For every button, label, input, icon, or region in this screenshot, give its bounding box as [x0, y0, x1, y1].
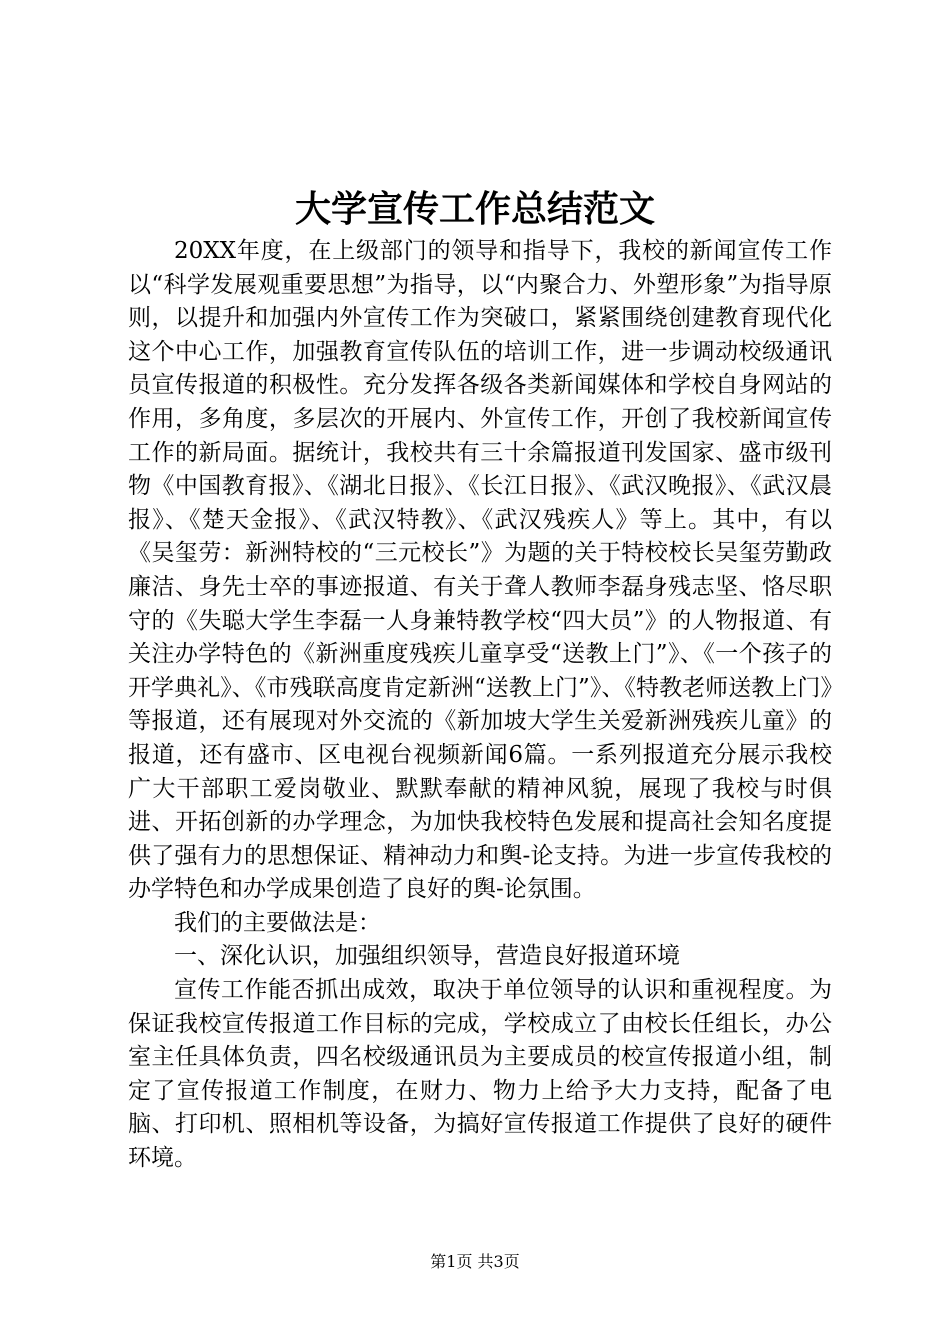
- document-body: [128, 235, 832, 1176]
- document-title: 大学宣传工作总结范文: [294, 188, 655, 230]
- paragraph-methods-heading: 我们的主要做法是：: [174, 909, 381, 936]
- page-number-footer: 第1页 共3页: [430, 1252, 520, 1271]
- paragraph-section-one-body: 宣传工作能否抓出成效，取决于单位领导的认识和重视程度。为保证我校宣传报道工作目标的完成，学校成立了由校长任组长，办公室主任具体负责，四名校级通讯员为主要成员的校宣传报道小组，制定了宣传报道工作制度，在财力、物力上给予大力支持，配备了电脑、打印机、照相机等设备，为搞好宣传报道工作提供了良好的硬件环境。: [128, 977, 832, 1172]
- paragraph-intro: 20XX年度，在上级部门的领导和指导下，我校的新闻宣传工作以“科学发展观重要思想”为指导，以“内聚合力、外塑形象”为指导原则，以提升和加强内外宣传工作为突破口，紧紧围绕创建教育现代化这个中心工作，加强教育宣传队伍的培训工作，进一步调动校级通讯员宣传报道的积极性。充分发挥各级各类新闻媒体和学校自身网站的作用，多角度，多层次的开展内、外宣传工作，开创了我校新闻宣传工作的新局面。据统计，我校共有三十余篇报道刊发国家、盛市级刊物《中国教育报》、《湖北日报》、《长江日报》、《武汉晚报》、《武汉晨报》、《楚天金报》、《武汉特教》、《武汉残疾人》等上。其中，有以《吴玺劳：新洲特校的“三元校长”》为题的关于特校校长吴玺劳勤政廉洁、身先士卒的事迹报道、有关于聋人教师李磊身残志坚、恪尽职守的《失聪大学生李磊一人身兼特教学校“四大员”》的人物报道、有关注办学特色的《新洲重度残疾儿童享受“送教上门”》、《一个孩子的开学典礼》、《市残联高度肯定新洲“送教上门”》、《特教老师送教上门》等报道，还有展现对外交流的《新加坡大学生关爱新洲残疾儿童》的报道，还有盛市、区电视台视频新闻6篇。一系列报道充分展示我校广大干部职工爱岗敬业、默默奉献的精神风貌，展现了我校与时俱进、开拓创新的办学理念，为加快我校特色发展和提高社会知名度提供了强有力的思想保证、精神动力和舆-论支持。为进一步宣传我校的办学特色和办学成果创造了良好的舆-论氛围。: [128, 238, 832, 903]
- paragraph-section-one-heading: 一、深化认识，加强组织领导，营造良好报道环境: [174, 943, 680, 970]
